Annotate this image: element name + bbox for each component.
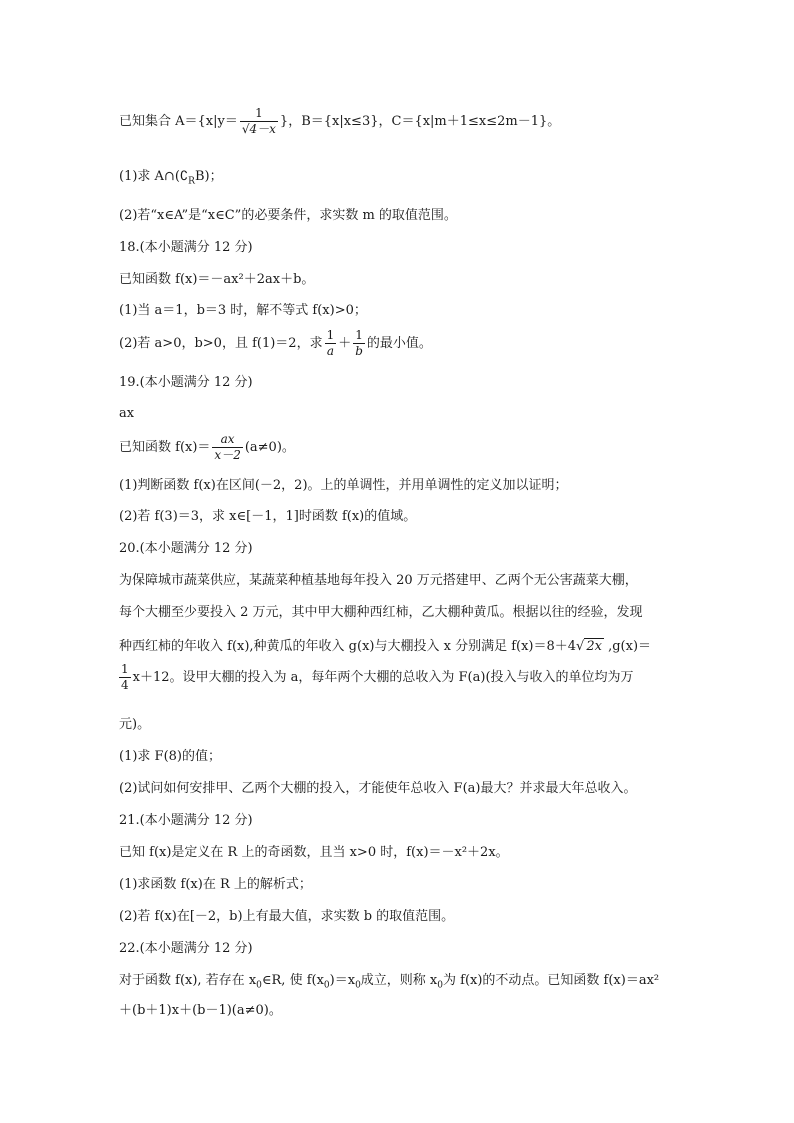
q17-intro (119, 106, 560, 137)
q22-line2: ＋(b＋1)x＋(b－1)(a≠0)。 (119, 1003, 282, 1018)
q20-fraction (119, 662, 131, 693)
q18-plus: ＋ (338, 336, 352, 351)
q19-fraction (212, 432, 242, 463)
q22-sub-0: 0 (256, 980, 262, 991)
q20-frac-den: 4 (121, 678, 129, 692)
q20-line5: 元)。 (119, 717, 151, 732)
q18-frac2-num: 1 (355, 328, 363, 342)
q19-stray-text: ax (119, 406, 135, 421)
q18-frac1-den: a (326, 344, 334, 358)
q22-l1-a: 对于函数 f(x), 若存在 x (119, 973, 257, 988)
q17-p1-sub: R (188, 176, 195, 187)
q20-l4-text: x＋12。设甲大棚的投入为 a，每年两个大棚的总收入为 F(a)(投入与收入的单位均为万 (132, 670, 634, 685)
q18-frac2-den: b (355, 344, 363, 358)
q19-part2: (2)若 f(3)＝3，求 x∈[－1，1]时函数 f(x)的值域。 (119, 509, 417, 524)
q18-stem: 已知函数 f(x)＝－ax²＋2ax＋b。 (119, 272, 315, 287)
q22-l1-d: 成立，则称 x (360, 973, 438, 988)
q18-part1: (1)当 a＝1，b＝3 时，解不等式 f(x)>0； (119, 303, 367, 318)
q21-title: 21.(本小题满分 12 分) (119, 813, 253, 828)
q20-line3 (119, 638, 651, 656)
q20-radicand: 2x (586, 639, 602, 654)
q17-part1 (119, 168, 223, 186)
q20-line4 (119, 662, 634, 693)
q19-stem (119, 432, 295, 463)
q20-frac-num: 1 (121, 662, 129, 676)
q20-line2: 每个大棚至少要投入 2 万元，其中甲大棚种西红柿，乙大棚种黄瓜。根据以往的经验，发现 (119, 605, 643, 620)
q22-sub-1: 0 (323, 980, 330, 991)
q20-l3-text-b: ,g(x)＝ (603, 639, 652, 654)
q22-line1 (119, 972, 659, 990)
q20-l3-text-a: 种西红柿的年收入 f(x),种黄瓜的年收入 g(x)与大棚投入 x 分别满足 f(x)＝8＋4 (119, 639, 577, 654)
q22-l1-e: 为 f(x)的不动点。已知函数 f(x)＝ax² (443, 973, 660, 988)
q22-l1-c: )＝x (329, 973, 356, 988)
q17-part2: (2)若“x∈A”是“x∈C”的必要条件，求实数 m 的取值范围。 (119, 208, 457, 223)
q20-part2: (2)试问如何安排甲、乙两个大棚的投入，才能使年总收入 F(a)最大？并求最大年总收入。 (119, 781, 637, 796)
q17-p1-end: B)； (194, 169, 223, 184)
q18-title: 18.(本小题满分 12 分) (119, 240, 253, 255)
q21-part2: (2)若 f(x)在[－2，b)上有最大值，求实数 b 的取值范围。 (119, 909, 455, 924)
q17-frac-num: 1 (255, 106, 263, 120)
q18-frac-1 (325, 328, 337, 359)
q17-fraction (240, 106, 278, 137)
q21-stem: 已知 f(x)是定义在 R 上的奇函数，且当 x>0 时，f(x)＝－x²＋2x。 (119, 845, 509, 860)
q17-intro-text-a: 已知集合 A＝{x|y＝ (119, 114, 238, 129)
q20-title: 20.(本小题满分 12 分) (119, 541, 253, 556)
q18-frac-2 (353, 328, 365, 359)
q22-title: 22.(本小题满分 12 分) (119, 941, 253, 956)
q19-frac-den: x－2 (214, 448, 241, 462)
q17-frac-den (240, 121, 278, 137)
q19-part1: (1)判断函数 f(x)在区间(－2，2)。上的单调性，并用单调性的定义加以证明； (119, 478, 568, 493)
q19-stem-text-a: 已知函数 f(x)＝ (119, 440, 211, 455)
q17-radicand: 4－x (249, 122, 276, 136)
q20-part1: (1)求 F(8)的值； (119, 749, 221, 764)
q21-part1: (1)求函数 f(x)在 R 上的解析式； (119, 877, 312, 892)
sqrt-symbol: √ (576, 639, 585, 654)
q22-l1-b: ∈R, 使 f(x (261, 973, 324, 988)
q20-sqrt (576, 638, 604, 656)
q17-intro-text-b: }，B＝{x|x≤3}，C＝{x|m＋1≤x≤2m－1}。 (279, 114, 561, 129)
sqrt-symbol: √ (241, 122, 250, 136)
q19-frac-num: ax (220, 432, 235, 446)
q18-p2-text-a: (2)若 a>0，b>0，且 f(1)＝2，求 (119, 336, 323, 351)
q19-stem-text-b: (a≠0)。 (244, 440, 295, 455)
q17-p1-text: (1)求 A∩(∁ (119, 169, 189, 184)
q18-p2-text-b: 的最小值。 (366, 336, 432, 351)
q22-sub-3: 0 (437, 980, 443, 991)
q18-frac1-num: 1 (326, 328, 335, 342)
q22-sub-2: 0 (355, 980, 361, 991)
q19-title: 19.(本小题满分 12 分) (119, 375, 253, 390)
q18-part2 (119, 328, 432, 359)
q20-line1: 为保障城市蔬菜供应，某蔬菜种植基地每年投入 20 万元搭建甲、乙两个无公害蔬菜大棚， (119, 573, 638, 588)
